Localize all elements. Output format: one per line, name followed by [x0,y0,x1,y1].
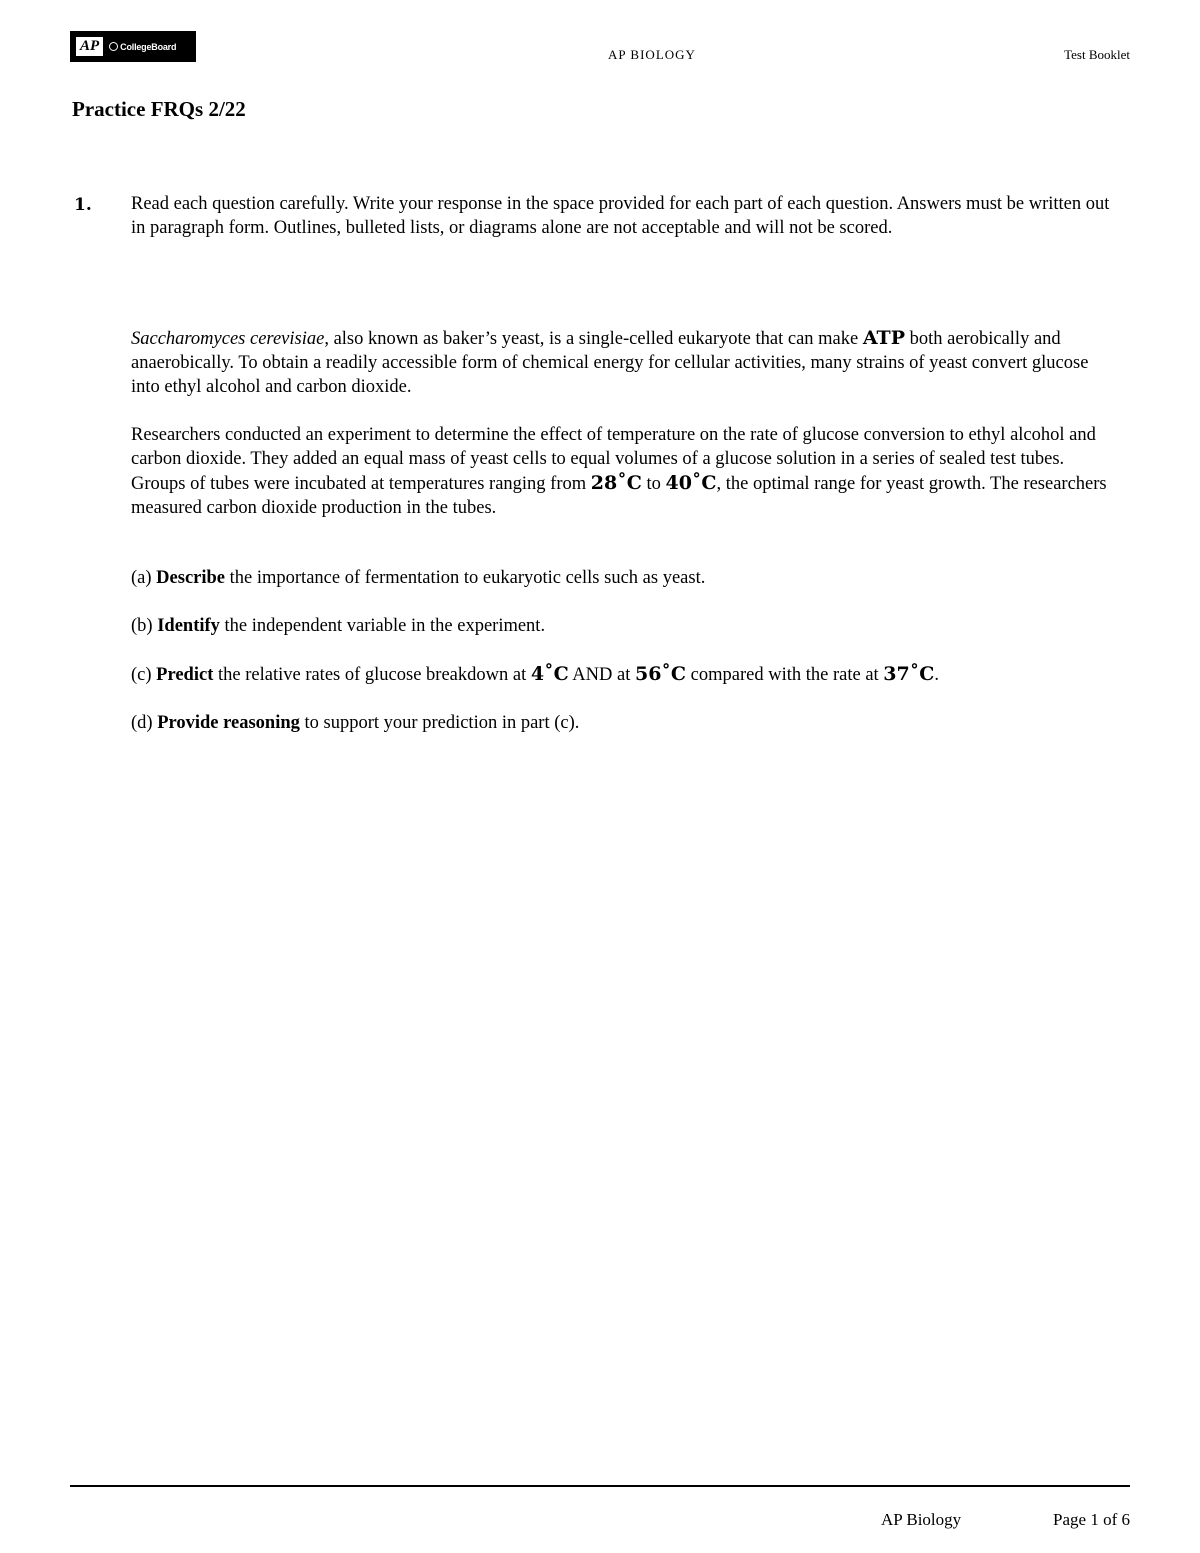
method-text-a: Researchers conducted an experiment to determine the effect of temperature on the rate of glucose conversion to ethyl alcohol and carbon dioxide. They added an equal mass of yeast cells to equal volumes of a glucose solution in a series of sealed test tubes. Groups of tubes were incubated at temperatures ranging from [131,425,1096,494]
part-b-verb: Identify [157,616,220,636]
question-number: 1. [74,195,92,215]
part-a-label: (a) [131,568,157,588]
part-d [131,711,1121,735]
header-subject: AP BIOLOGY [608,47,696,62]
temp-low: 28˚C [590,472,642,494]
intro-text-a: , also known as baker’s yeast, is a single-celled eukaryote that can make [324,329,863,349]
species-name: Saccharomyces cerevisiae [131,329,325,349]
part-c-text-b: AND at [568,665,635,685]
part-a [131,566,1121,590]
method-text-b: to [641,474,666,494]
page-number: Page 1 of 6 [1053,1510,1130,1529]
part-d-text: to support your prediction in part (c). [299,713,580,733]
intro-text-b: both aerobically and anaerobically. To obtain a readily accessible form of chemical energy for cellular activities, many strains of yeast convert glucose into ethyl alcohol and carbon dioxide. [131,329,1089,397]
part-c [131,662,1121,687]
part-a-verb: Describe [156,568,226,588]
part-a-text: the importance of fermentation to eukaryotic cells such as yeast. [225,568,706,588]
part-d-label: (d) [131,713,158,733]
temp-3: 37˚C [883,663,935,685]
instructions: Read each question carefully. Write your response in the space provided for each part of each question. Answers must be written out in paragraph form. Outlines, bulleted lists, or diagrams alone are not acceptable and will not be scored. [131,194,1110,238]
part-c-verb: Predict [156,665,214,685]
part-d-verb: Provide reasoning [157,713,300,733]
temp-2: 56˚C [634,663,687,685]
temp-1: 4˚C [530,663,569,685]
part-b [131,614,1121,638]
footer-rule [70,1485,1130,1487]
part-b-label: (b) [131,616,158,636]
method-paragraph [131,423,1121,520]
logo-brand-name: CollegeBoard [120,41,177,52]
method-text-c: , the optimal range for yeast growth. The researchers measured carbon dioxide production in the tubes. [131,474,1107,518]
part-c-text-d: . [934,665,939,685]
question-content [131,192,1121,735]
temp-high: 40˚C [665,472,717,494]
footer-subject: AP Biology [881,1510,962,1529]
header-booklet: Test Booklet [1064,47,1130,62]
part-c-text-c: compared with the rate at [686,665,884,685]
part-b-text: the independent variable in the experiment. [219,616,546,636]
part-c-label: (c) [131,665,157,685]
logo-ap-mark: AP [76,37,103,56]
part-c-text-a: the relative rates of glucose breakdown at [213,665,531,685]
intro-paragraph [131,326,1121,399]
atp-term: ATP [862,327,905,349]
page-title: Practice FRQs 2/22 [72,97,246,121]
